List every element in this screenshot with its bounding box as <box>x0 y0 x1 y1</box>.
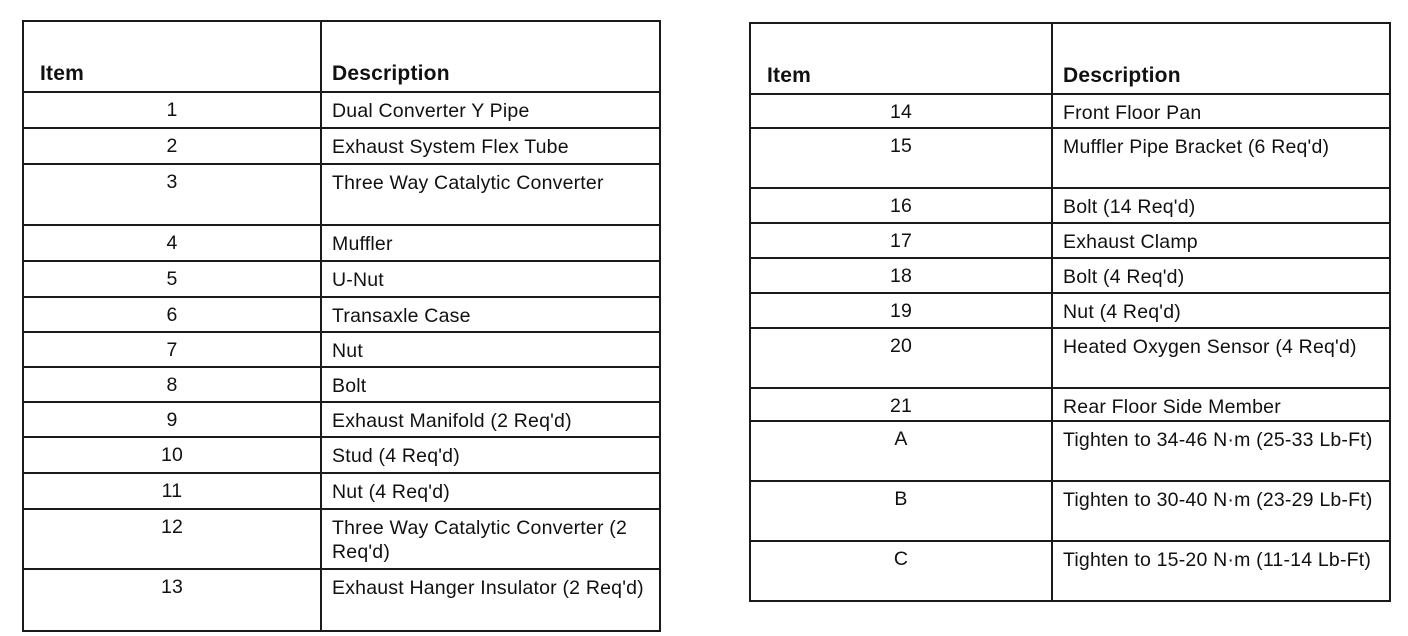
item-number: 17 <box>750 223 1052 258</box>
header-description: Description <box>321 21 660 92</box>
item-number: 18 <box>750 258 1052 293</box>
item-number: 14 <box>750 94 1052 128</box>
table-header-row <box>23 21 660 92</box>
item-description: Bolt (14 Req'd) <box>1052 188 1390 223</box>
table-row <box>750 328 1390 388</box>
item-description: U-Nut <box>321 261 660 297</box>
item-number: 12 <box>23 509 321 569</box>
item-number: 4 <box>23 225 321 261</box>
table-row <box>23 92 660 128</box>
table-row <box>23 367 660 402</box>
table-row <box>23 261 660 297</box>
table-row <box>23 225 660 261</box>
item-number: 15 <box>750 128 1052 188</box>
table-row <box>750 94 1390 128</box>
item-number: 6 <box>23 297 321 332</box>
table-row <box>750 258 1390 293</box>
item-description: Rear Floor Side Member <box>1052 388 1390 421</box>
table-row <box>23 402 660 437</box>
item-number: 5 <box>23 261 321 297</box>
item-number: 7 <box>23 332 321 367</box>
table-row <box>750 388 1390 421</box>
item-number: A <box>750 421 1052 481</box>
item-number: 19 <box>750 293 1052 328</box>
item-number: 3 <box>23 164 321 225</box>
item-number: 13 <box>23 569 321 631</box>
item-description: Exhaust Hanger Insulator (2 Req'd) <box>321 569 660 631</box>
item-description: Three Way Catalytic Converter <box>321 164 660 225</box>
item-number: 20 <box>750 328 1052 388</box>
item-description: Transaxle Case <box>321 297 660 332</box>
table-row <box>23 437 660 473</box>
item-description: Tighten to 30-40 N·m (23-29 Lb-Ft) <box>1052 481 1390 541</box>
item-number: C <box>750 541 1052 601</box>
item-description: Exhaust Manifold (2 Req'd) <box>321 402 660 437</box>
table-row <box>23 509 660 569</box>
header-item: Item <box>23 21 321 92</box>
item-description: Heated Oxygen Sensor (4 Req'd) <box>1052 328 1390 388</box>
item-description: Exhaust System Flex Tube <box>321 128 660 164</box>
table-row <box>23 473 660 509</box>
table-row <box>750 128 1390 188</box>
table-row <box>23 297 660 332</box>
item-number: 21 <box>750 388 1052 421</box>
table-row <box>750 188 1390 223</box>
table-row <box>23 332 660 367</box>
item-number: 9 <box>23 402 321 437</box>
item-description: Nut (4 Req'd) <box>1052 293 1390 328</box>
item-number: B <box>750 481 1052 541</box>
header-description: Description <box>1052 23 1390 94</box>
item-number: 10 <box>23 437 321 473</box>
item-description: Tighten to 15-20 N·m (11-14 Lb-Ft) <box>1052 541 1390 601</box>
table-row <box>23 569 660 631</box>
item-description: Bolt (4 Req'd) <box>1052 258 1390 293</box>
item-description: Exhaust Clamp <box>1052 223 1390 258</box>
table-row <box>750 421 1390 481</box>
item-number: 8 <box>23 367 321 402</box>
table-row <box>750 223 1390 258</box>
item-description: Nut (4 Req'd) <box>321 473 660 509</box>
table-row <box>23 128 660 164</box>
item-description: Dual Converter Y Pipe <box>321 92 660 128</box>
item-description: Tighten to 34-46 N·m (25-33 Lb-Ft) <box>1052 421 1390 481</box>
item-description: Muffler Pipe Bracket (6 Req'd) <box>1052 128 1390 188</box>
parts-table-right <box>749 22 1391 602</box>
item-number: 11 <box>23 473 321 509</box>
item-number: 1 <box>23 92 321 128</box>
item-description: Three Way Catalytic Converter (2 Req'd) <box>321 509 660 569</box>
item-number: 16 <box>750 188 1052 223</box>
table-header-row <box>750 23 1390 94</box>
table-row <box>750 481 1390 541</box>
item-description: Bolt <box>321 367 660 402</box>
table-row <box>750 293 1390 328</box>
parts-table-left <box>22 20 661 632</box>
item-description: Front Floor Pan <box>1052 94 1390 128</box>
item-description: Nut <box>321 332 660 367</box>
header-item: Item <box>750 23 1052 94</box>
table-row <box>750 541 1390 601</box>
item-description: Stud (4 Req'd) <box>321 437 660 473</box>
item-description: Muffler <box>321 225 660 261</box>
item-number: 2 <box>23 128 321 164</box>
table-row <box>23 164 660 225</box>
